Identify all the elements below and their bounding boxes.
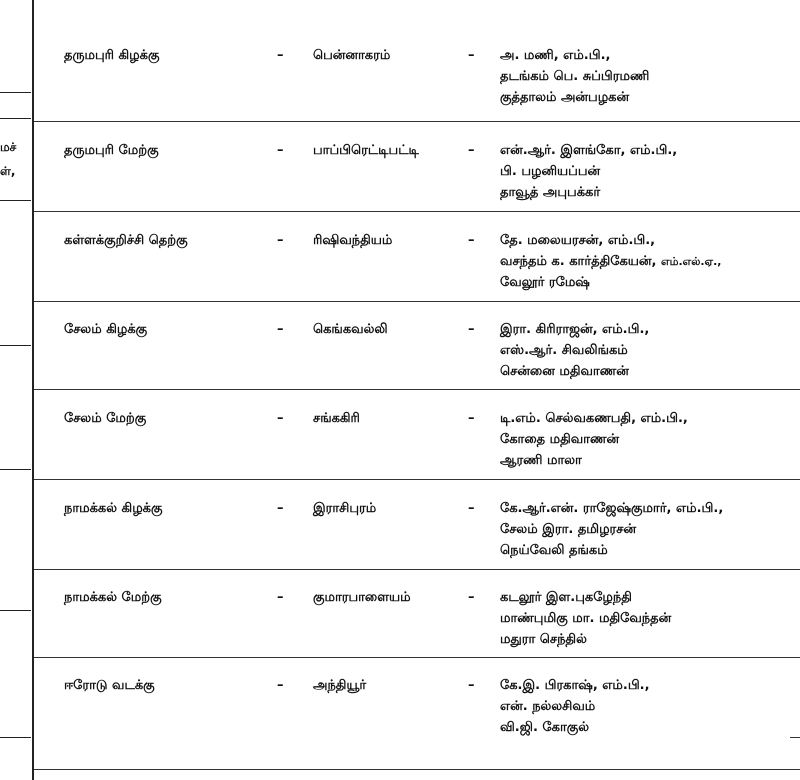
observer-name: இரா. கிரிராஜன், எம்.பி.,: [500, 322, 650, 337]
table-row: [34, 122, 800, 212]
district-name: தருமபுரி மேற்கு: [64, 143, 159, 158]
observer-name: தாவூத் அபுபக்கர்: [500, 185, 601, 200]
separator-dash: –: [468, 411, 475, 426]
left-page-strip: [0, 0, 32, 780]
constituency-name: பாப்பிரெட்டிபட்டி: [313, 143, 419, 158]
left-divider: [0, 118, 31, 119]
observer-names: [500, 498, 723, 561]
observer-name-text: வசந்தம் க. கார்த்திகேயன்,: [500, 254, 657, 269]
table-row: [34, 658, 800, 770]
separator-dash: –: [277, 590, 284, 605]
observer-names: [500, 675, 650, 738]
constituency-name: இராசிபுரம்: [313, 501, 377, 516]
table-row: [34, 390, 800, 480]
table-row: [34, 212, 800, 302]
constituency-name: அந்தியூர்: [313, 678, 367, 693]
district-name: சேலம் மேற்கு: [64, 411, 147, 426]
district-name: ஈரோடு வடக்கு: [64, 678, 155, 693]
left-divider: [0, 345, 31, 346]
left-divider: [0, 737, 31, 738]
observer-name: ஆரணி மாலா: [500, 453, 582, 468]
table-row: [34, 570, 800, 658]
left-divider: [0, 469, 31, 470]
district-name: நாமக்கல் கிழக்கு: [64, 501, 163, 516]
observer-name: சென்னை மதிவாணன்: [500, 364, 629, 379]
observer-name: அ. மணி, எம்.பி.,: [500, 48, 611, 63]
separator-dash: –: [277, 322, 284, 337]
district-name: நாமக்கல் மேற்கு: [64, 590, 162, 605]
observer-names: [500, 319, 649, 382]
separator-dash: –: [468, 678, 475, 693]
separator-dash: –: [468, 322, 475, 337]
assignments-table: [32, 0, 800, 780]
observer-name: குத்தாலம் அன்பழகன்: [500, 90, 630, 105]
separator-dash: –: [468, 233, 475, 248]
district-name: தருமபுரி கிழக்கு: [64, 48, 160, 63]
separator-dash: –: [468, 143, 475, 158]
right-divider: [790, 737, 800, 738]
separator-dash: –: [277, 678, 284, 693]
observer-name: கடலூர் இள.புகழேந்தி: [500, 590, 632, 605]
table-row: [34, 0, 800, 122]
observer-name: சேலம் இரா. தமிழரசன்: [500, 522, 637, 537]
observer-names: [500, 587, 671, 650]
observer-name: கே.ஆர்.என். ராஜேஷ்குமார், எம்.பி.,: [500, 501, 724, 516]
observer-name: என். நல்லசிவம்: [500, 699, 596, 714]
separator-dash: –: [468, 48, 475, 63]
observer-name: வி.ஜி. கோகுல்: [500, 720, 590, 735]
observer-name: நெய்வேலி தங்கம்: [500, 543, 608, 558]
table-row: [34, 302, 800, 390]
observer-name: என்.ஆர். இளங்கோ, எம்.பி.,: [500, 143, 678, 158]
separator-dash: –: [277, 501, 284, 516]
mla-suffix: எம்.எல்.ஏ.,: [661, 255, 722, 268]
observer-names: [500, 230, 721, 293]
separator-dash: –: [277, 143, 284, 158]
observer-name: மதுரா செந்தில்: [500, 632, 587, 647]
separator-dash: –: [468, 501, 475, 516]
observer-name: பி. பழனியப்பன்: [500, 164, 601, 179]
observer-name: தடங்கம் பெ. சுப்பிரமணி: [500, 69, 650, 84]
table-row: [34, 480, 800, 570]
left-text-fragment: ள்,: [0, 164, 16, 178]
observer-name: தே. மலையரசன், எம்.பி.,: [500, 233, 656, 248]
observer-name: டி.எம். செல்வகணபதி, எம்.பி.,: [500, 411, 688, 426]
separator-dash: –: [468, 590, 475, 605]
constituency-name: குமாரபாளையம்: [313, 590, 411, 605]
left-text-fragment: மச்: [0, 140, 17, 154]
observer-name: எஸ்.ஆர். சிவலிங்கம்: [500, 343, 628, 358]
observer-name: வேலூர் ரமேஷ்: [500, 275, 590, 290]
left-divider: [0, 200, 31, 201]
left-divider: [0, 610, 31, 611]
observer-names: [500, 408, 688, 471]
constituency-name: பென்னாகரம்: [313, 48, 391, 63]
observer-name: மாண்புமிகு மா. மதிவேந்தன்: [500, 611, 672, 626]
observer-name: கோதை மதிவாணன்: [500, 432, 620, 447]
observer-name: [500, 251, 721, 272]
observer-names: [500, 45, 649, 108]
left-divider: [0, 92, 31, 93]
district-name: சேலம் கிழக்கு: [64, 322, 148, 337]
constituency-name: சங்ககிரி: [313, 411, 360, 426]
constituency-name: ரிஷிவந்தியம்: [313, 233, 393, 248]
observer-name: கே.இ. பிரகாஷ், எம்.பி.,: [500, 678, 650, 693]
separator-dash: –: [277, 48, 284, 63]
observer-names: [500, 140, 677, 203]
separator-dash: –: [277, 233, 284, 248]
separator-dash: –: [277, 411, 284, 426]
district-name: கள்ளக்குறிச்சி தெற்கு: [64, 233, 188, 248]
constituency-name: கெங்கவல்லி: [313, 322, 388, 337]
